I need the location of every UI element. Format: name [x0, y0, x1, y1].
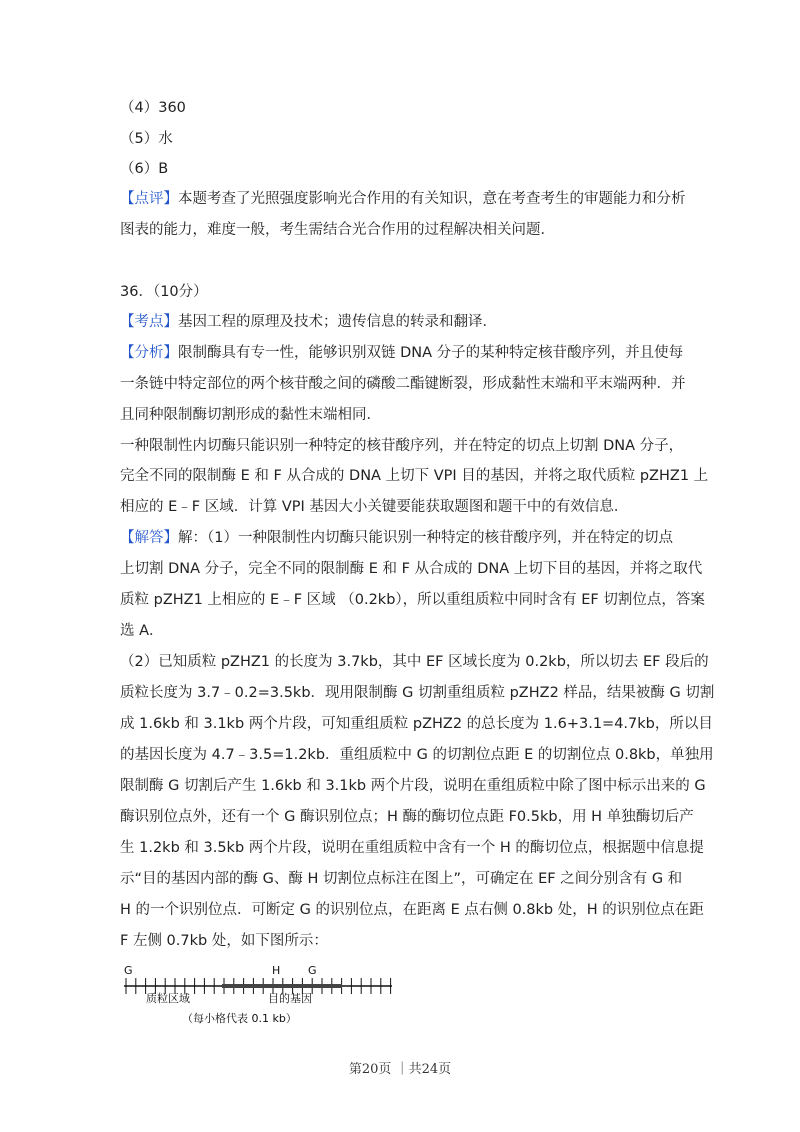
jieda-line-12: 示“目的基因内部的酶 G、酶 H 切割位点标注在图上”，可确定在 EF 之间分别含有 G 和	[120, 871, 683, 887]
gene-region-bar	[222, 984, 342, 988]
jieda-line-9: 限制酶 G 切割后产生 1.6kb 和 3.1kb 两个片段，说明在重组质粒中除了图中标示出来的 G	[120, 778, 706, 794]
jieda-line-6: 质粒长度为 3.7﹣0.2=3.5kb．现用限制酶 G 切割重组质粒 pZHZ2 样品，结果被酶 G 切割	[120, 685, 715, 701]
jieda-line-10: 酶识别位点外，还有一个 G 酶识别位点；H 酶的酶切位点距 F0.5kb，用 H 单独酶切后产	[120, 809, 694, 825]
jieda-line-8: 的基因长度为 4.7﹣3.5=1.2kb．重组质粒中 G 的切割位点距 E 的切割位点 0.8kb，单独用	[120, 747, 714, 763]
plasmid-map-figure	[122, 964, 402, 1030]
answer-4: （4）360	[120, 100, 186, 116]
plasmid-region-label: 质粒区域	[146, 992, 190, 1005]
comment-line-2: 图表的能力，难度一般，考生需结合光合作用的过程解决相关问题．	[120, 222, 555, 238]
answer-6: （6）B	[120, 161, 169, 177]
jieda-line-5: （2）已知质粒 pZHZ1 的长度为 3.7kb，其中 EF 区域长度为 0.2kb，所以切去 EF 段后的	[120, 654, 709, 670]
site-label-g-right: G	[308, 964, 317, 977]
question-36-header: 36．（10分）	[120, 284, 208, 300]
fenxi-line-3: 且同种限制酶切割形成的黏性末端相同．	[120, 407, 381, 423]
fenxi-line-1: 【分析】限制酶具有专一性，能够识别双链 DNA 分子的某种特定核苷酸序列，并且使每	[120, 345, 684, 361]
jieda-line-11: 生 1.2kb 和 3.5kb 两个片段，说明在重组质粒中含有一个 H 的酶切位点，根据题中信息提	[120, 840, 704, 856]
comment-line-1: 【点评】本题考查了光照强度影响光合作用的有关知识，意在考查考生的审题能力和分析	[120, 191, 686, 207]
jieda-line-1: 【解答】解：（1）一种限制性内切酶只能识别一种特定的核苷酸序列，并在特定的切点	[120, 530, 673, 546]
jieda-line-4: 选 A．	[120, 623, 164, 639]
comment-tag: 【点评】	[120, 191, 178, 207]
jieda-line-2: 上切割 DNA 分子，完全不同的限制酶 E 和 F 从合成的 DNA 上切下目的基因，并将之取代	[120, 561, 703, 577]
jieda-line-7: 成 1.6kb 和 3.1kb 两个片段，可知重组质粒 pZHZ2 的总长度为 1.6+3.1=4.7kb，所以目	[120, 716, 713, 732]
kaodian-line: 【考点】基因工程的原理及技术；遗传信息的转录和翻译．	[120, 314, 497, 330]
fenxi-line-6: 相应的 E﹣F 区域．计算 VPI 基因大小关键要能获取题图和题干中的有效信息．	[120, 499, 629, 515]
jieda-line-14: F 左侧 0.7kb 处，如下图所示：	[120, 933, 328, 949]
fenxi-line-4: 一种限制性内切酶只能识别一种特定的核苷酸序列，并在特定的切点上切割 DNA 分子，	[120, 438, 684, 454]
kaodian-tag: 【考点】	[120, 314, 178, 330]
scale-note: （每小格代表 0.1 kb）	[182, 1012, 297, 1025]
page-footer: 第20页 ｜共24页	[348, 1062, 452, 1077]
jieda-tag: 【解答】	[120, 530, 178, 546]
fenxi-line-2: 一条链中特定部位的两个核苷酸之间的磷酸二酯键断裂，形成黏性末端和平末端两种．并	[120, 376, 686, 392]
jieda-line-3: 质粒 pZHZ1 上相应的 E﹣F 区域 （0.2kb），所以重组质粒中同时含有 EF 切割位点，答案	[120, 592, 705, 608]
fenxi-tag: 【分析】	[120, 345, 178, 361]
answer-5: （5）水	[120, 131, 173, 147]
jieda-line-13: H 的一个识别位点．可断定 G 的识别位点，在距离 E 点右侧 0.8kb 处，H 的识别位点在距	[120, 902, 704, 918]
gene-region-label: 目的基因	[268, 992, 312, 1005]
site-label-h: H	[272, 964, 281, 977]
fenxi-line-5: 完全不同的限制酶 E 和 F 从合成的 DNA 上切下 VPI 目的基因，并将之取代质粒 pZHZ1 上	[120, 468, 709, 484]
site-label-g-left: G	[124, 964, 133, 977]
